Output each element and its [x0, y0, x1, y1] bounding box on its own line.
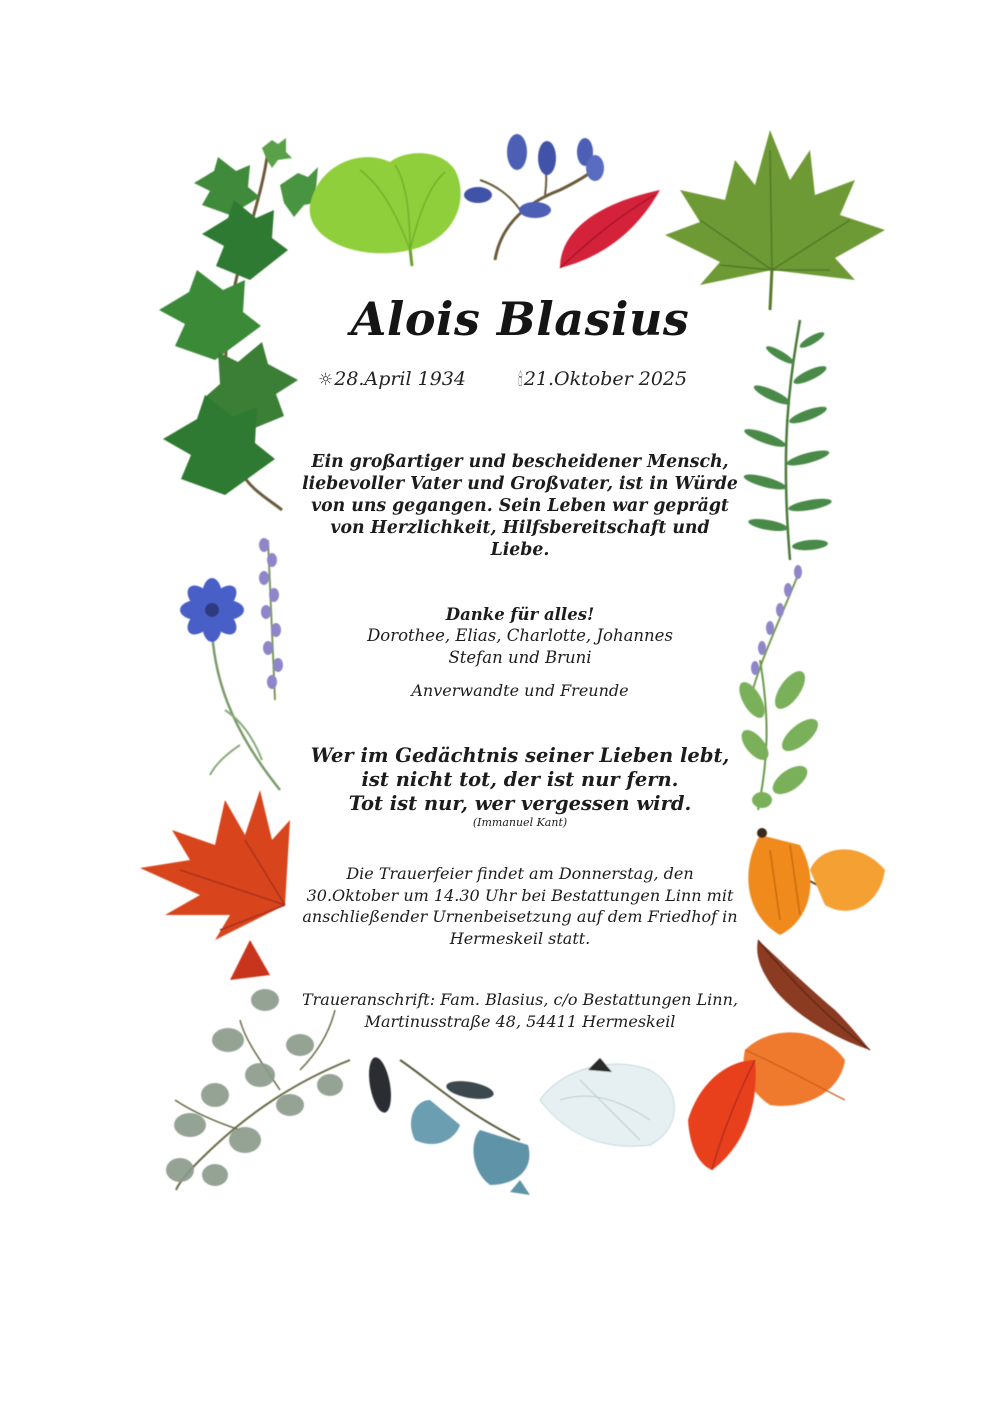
death-date-group [518, 368, 687, 390]
red-maple-leaf [140, 790, 290, 980]
thanks-title: Danke für alles! [445, 605, 595, 624]
condolence-address: Traueranschrift: Fam. Blasius, c/o Bestattungen Linn, Martinusstraße 48, 54411 Hermeskeil [301, 990, 738, 1031]
quote-author: (Immanuel Kant) [472, 816, 568, 829]
sun-icon: ☼ [318, 370, 334, 390]
red-leaf [560, 190, 660, 268]
quote-line-2: ist nicht tot, der ist nur fern. [361, 768, 679, 791]
birth-date-group [318, 368, 466, 390]
memorial-quote [290, 744, 750, 816]
relatives-line: Anverwandte und Freunde [411, 681, 629, 700]
family-line-2: Stefan und Bruni [448, 648, 592, 667]
brown-leaf [757, 940, 870, 1050]
quote-line-1: Wer im Gedächtnis seiner Lieben lebt, [310, 744, 730, 767]
green-maple-leaf [665, 130, 885, 310]
deceased-name: Alois Blasius [350, 292, 690, 346]
death-date: 21.Oktober 2025 [523, 368, 688, 390]
ginkgo-leaf [310, 153, 461, 266]
orange-flowers [748, 828, 885, 935]
family-line-1: Dorothee, Elias, Charlotte, Johannes [367, 626, 673, 645]
blue-bells [365, 1056, 530, 1195]
candle-icon: 🕯 [518, 370, 523, 390]
lavender-left [259, 538, 283, 700]
autumn-leaves-bottom-right [688, 1032, 845, 1170]
tribute-text: Ein großartiger und bescheidener Mensch, liebevoller Vater und Großvater, ist in Würde von uns gegangen. Sein Leben war geprägt von Herzlichkeit, Hilfsbereitschaft und Liebe. [302, 452, 738, 560]
funeral-service-info: Die Trauerfeier findet am Donnerstag, den 30.Oktober um 14.30 Uhr bei Bestattungen Linn mit anschließender Urnenbeisetzung auf dem Friedhof in Hermeskeil statt. [302, 864, 738, 948]
family-names [300, 625, 740, 669]
quote-line-3: Tot ist nur, wer vergessen wird. [348, 792, 692, 815]
birth-date: 28.April 1934 [334, 368, 466, 390]
fern-frond [742, 320, 832, 560]
white-flower [540, 1058, 674, 1146]
